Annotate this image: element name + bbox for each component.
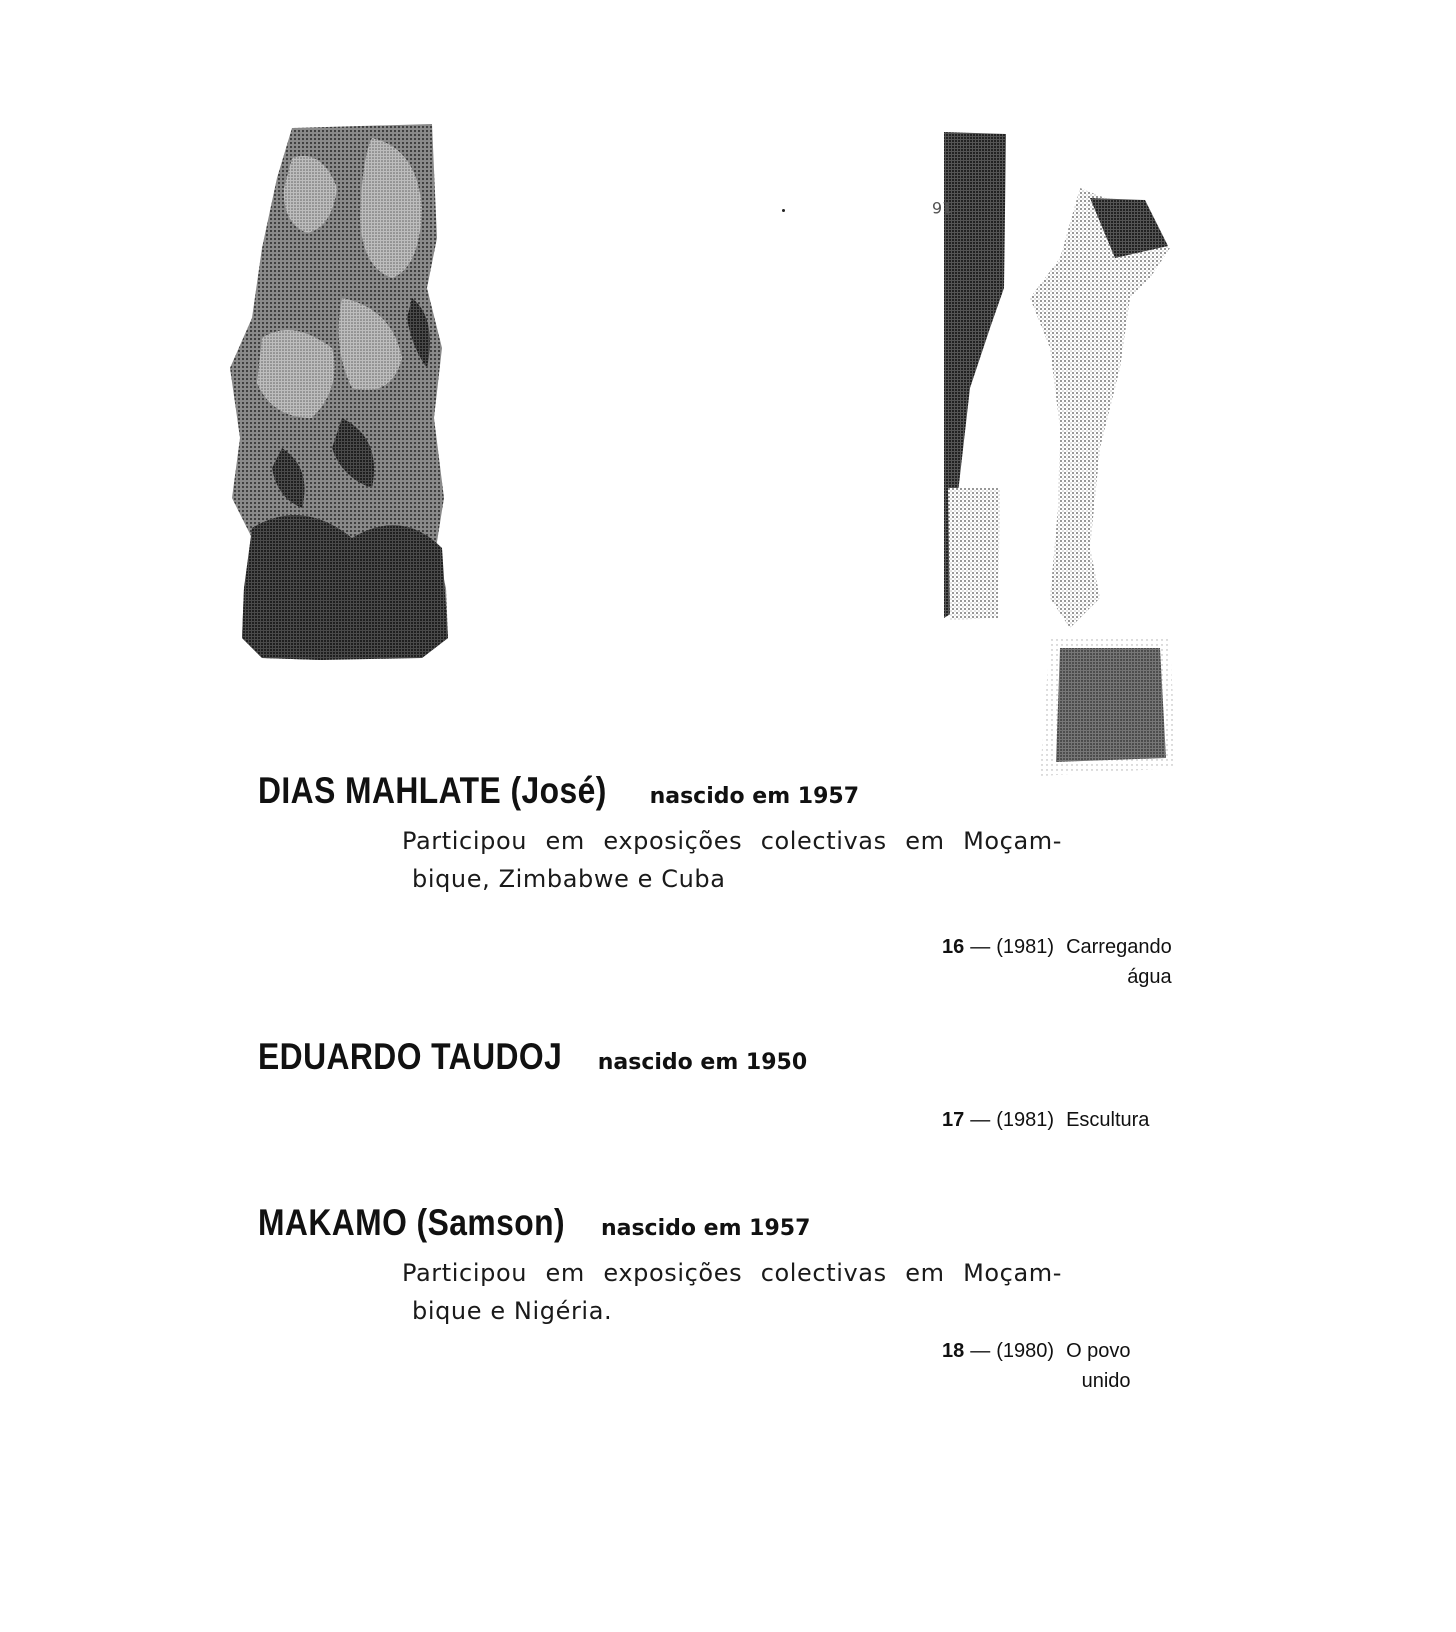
catalogue-entry (942, 932, 1172, 992)
bio-line: bique, Zimbabwe e Cuba (412, 865, 726, 893)
entry-number: 18 (942, 1340, 965, 1362)
artist-born: nascido em 1957 (600, 1216, 811, 1241)
entry-title (1066, 1336, 1130, 1396)
artist-name: MAKAMO (Samson) (258, 1202, 565, 1243)
entry-title-line: O povo (1066, 1340, 1131, 1362)
catalogue-entry (942, 1105, 1149, 1135)
entry-title (1066, 932, 1172, 992)
artist-born: nascido em 1957 (649, 784, 860, 809)
artist-heading (258, 1036, 807, 1078)
entry-dash: — (970, 936, 991, 958)
plate-marker: 16 (932, 198, 953, 217)
artist-heading (258, 1202, 810, 1244)
bio-line: Participou em exposições colectivas em Moçam- (402, 827, 1062, 855)
bio-line: Participou em exposições colectivas em Moçam- (402, 1259, 1062, 1287)
entry-number: 16 (942, 936, 965, 958)
catalogue-entry (942, 1336, 1131, 1396)
entry-dash: — (970, 1340, 991, 1362)
bio-line: bique e Nigéria. (412, 1297, 613, 1325)
entry-title-line: água (1127, 966, 1172, 988)
scan-speck (782, 209, 785, 212)
sculpture-carving-photo (222, 118, 454, 664)
entry-title-line: Escultura (1066, 1109, 1150, 1131)
artist-bio (402, 1254, 1062, 1330)
entry-title (1066, 1105, 1149, 1135)
entry-year: (1981) (996, 1109, 1055, 1131)
artist-name: EDUARDO TAUDOJ (258, 1036, 563, 1077)
entry-number: 17 (942, 1109, 965, 1131)
entry-title-line: Carregando (1066, 936, 1172, 958)
artist-heading (258, 770, 859, 812)
entry-dash: — (970, 1109, 991, 1131)
figure-carrying-water-photo (940, 128, 1180, 780)
artist-name: DIAS MAHLATE (José) (258, 770, 607, 811)
artist-born: nascido em 1950 (597, 1050, 808, 1075)
entry-year: (1981) (996, 936, 1055, 958)
artist-bio (402, 822, 1062, 898)
entry-year: (1980) (996, 1340, 1055, 1362)
entry-title-line: unido (1081, 1370, 1131, 1392)
